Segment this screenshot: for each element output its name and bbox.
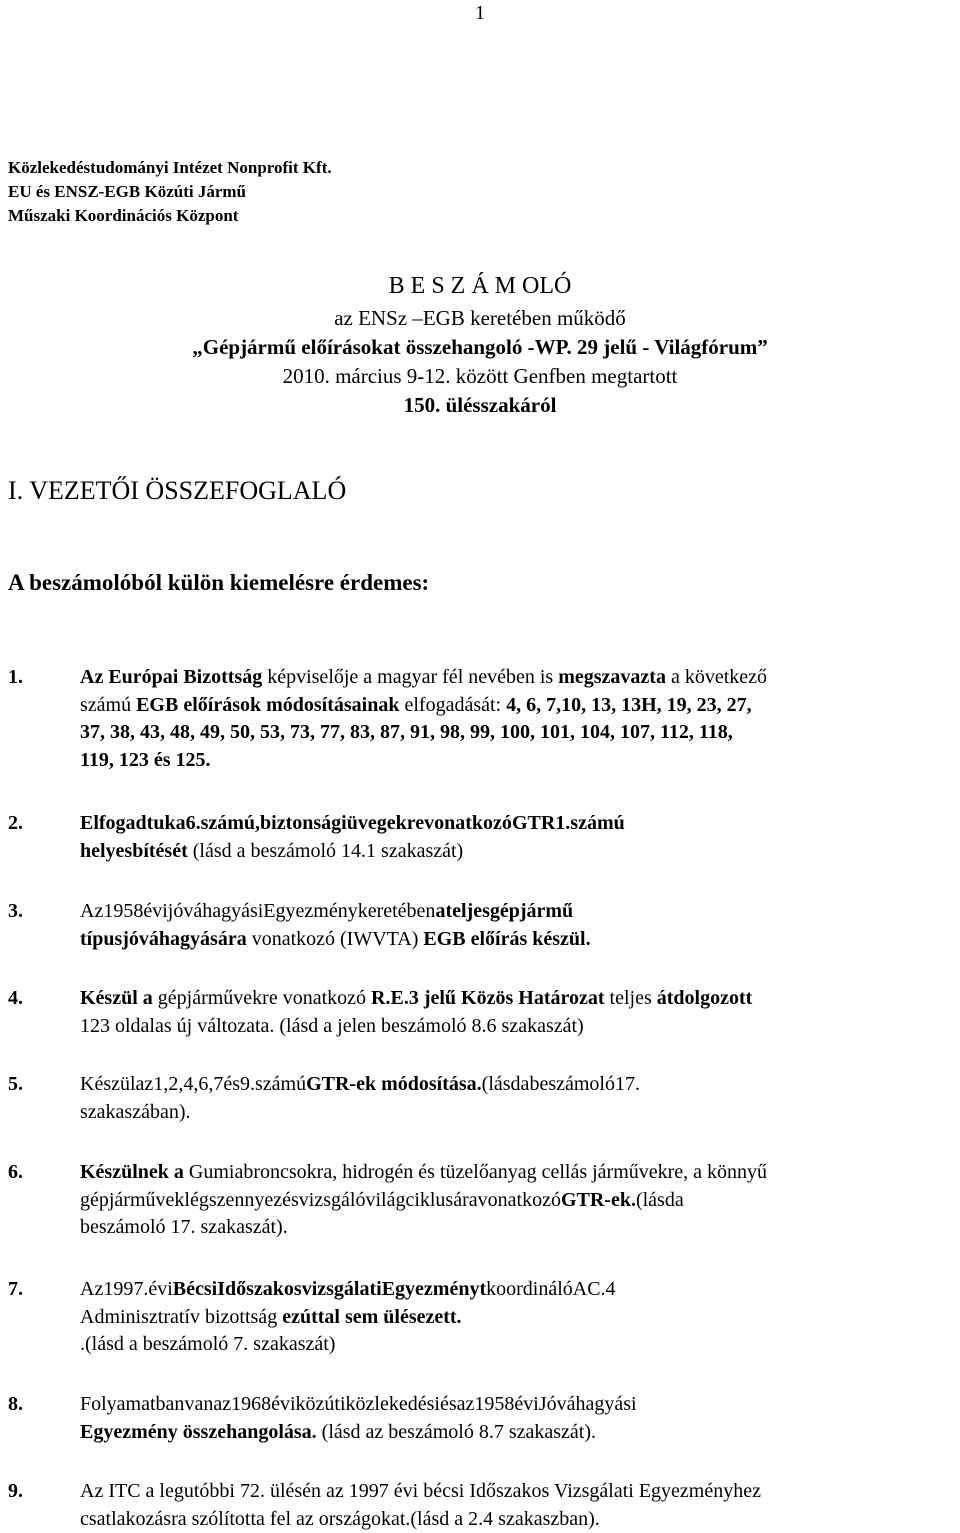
item-line [80,1419,954,1447]
word: 17. [614,1073,640,1095]
org-line: Közlekedéstudományi Intézet Nonprofit Kft. [8,158,332,177]
text-bold: 4, 6, 7,10, 13, 13H, 19, 23, 27, [506,693,752,716]
text: Gumiabroncsokra, hidrogén és tüzelőanyag cellás járművekre, a könnyű [183,1161,768,1183]
word: GTR [511,812,556,834]
text: a következő [665,666,768,688]
word: 1997. [103,1278,149,1300]
word: GTR-ek módosítása. [306,1073,482,1095]
text-bold: EGB előírás készül. [423,927,591,950]
section-heading: I. VEZETŐI ÖSSZEFOGLALÓ [8,476,347,505]
text-bold: EGB előírások módosításainak [136,693,400,716]
item-number: 4. [8,987,23,1009]
word: koordináló [486,1278,573,1300]
word: keretében [357,900,436,922]
item-text [80,1391,954,1446]
item-line [80,898,954,926]
word: Jóváhagyási [538,1393,637,1415]
word: Folyamatban [80,1393,185,1415]
text: gépjárművekre vonatkozó [152,987,372,1009]
word: 1958 [103,900,144,922]
word: a [520,1073,530,1095]
word: jóváhagyási [167,900,264,922]
word: gépjárművek [80,1188,185,1211]
word: 6. [185,812,201,834]
item-line: csatlakozásra szólította fel az országokat.(lásd a 2.4 szakaszban). [80,1507,600,1530]
item-line: .(lásd a beszámoló 7. szakaszát) [80,1333,336,1355]
word: és [223,1073,240,1095]
text-bold: megszavazta [558,666,666,688]
word: Egyezményt [381,1278,487,1300]
text-bold: Egyezmény összehangolása. [80,1420,317,1443]
word: számú [570,812,625,834]
item-line [80,664,954,692]
word: légszennyezés [184,1188,299,1211]
item-text [80,1276,954,1359]
word: az [456,1393,475,1415]
word: Bécsi [172,1278,218,1300]
item-line: 37, 38, 43, 48, 49, 50, 53, 73, 77, 83, 87, 91, 98, 99, 100, 101, 104, 107, 112, 118, [80,721,733,743]
item-line [80,692,954,720]
word: vizsgáló [298,1188,366,1211]
item-number: 6. [8,1161,23,1183]
text: elfogadását: [399,693,507,716]
item-text [80,985,954,1040]
org-line: Műszaki Koordinációs Központ [8,206,239,225]
title-line: 150. ülésszakáról [403,393,557,417]
word: világciklusára [365,1188,478,1211]
word: (lásd [481,1073,521,1095]
word: 4, [183,1073,199,1095]
word: Készül [80,1073,136,1095]
word: vonatkozó [424,812,512,834]
word: Időszakos [217,1278,302,1300]
text: (lásd az beszámoló 8.7 szakaszát). [316,1420,596,1443]
word: számú, [200,812,261,834]
word: évi [143,900,168,922]
word: teljes [445,900,490,922]
text-bold: ezúttal sem ülésezett. [282,1305,462,1328]
word: és [439,1393,457,1415]
item-line [80,810,954,838]
item-text [80,664,954,774]
word: a [674,1188,684,1211]
title-line: az ENSz –EGB keretében működő [334,306,626,330]
word: 1968 [231,1393,272,1415]
word: évi [271,1393,296,1415]
word: számú [254,1073,307,1095]
word: biztonsági [260,812,347,834]
word: Az [80,1278,104,1300]
word: közlekedési [345,1393,440,1415]
item-line [80,926,954,954]
item-line: 123 oldalas új változata. (lásd a jelen beszámoló 8.6 szakaszát) [80,1014,584,1037]
word: beszámoló [529,1073,615,1095]
item-line [80,1304,954,1332]
title-line: „Gépjármű előírásokat összehangoló -WP. 29 jelű - Világfórum” [192,335,768,359]
word: Egyezmény [263,900,358,922]
item-number: 3. [8,900,23,922]
item-line: szakaszában). [80,1100,191,1123]
text-bold: Készül a [80,987,153,1009]
word: 2, [168,1073,184,1095]
word: a [175,812,186,834]
text: Adminisztratív bizottság [80,1305,283,1328]
item-number: 8. [8,1393,23,1415]
item-text [80,1478,954,1533]
item-line [80,1276,954,1304]
word: a [435,900,446,922]
text: (lásd a beszámoló 14.1 szakaszát) [187,839,464,862]
item-line [80,1071,954,1099]
word: 1958 [474,1393,515,1415]
item-line [80,838,954,866]
word: GTR-ek. [560,1188,636,1211]
word: 6, [198,1073,214,1095]
text: számú [80,693,137,716]
word: 1, [153,1073,169,1095]
text-bold: átdolgozott [656,987,753,1009]
word: az [135,1073,154,1095]
item-line: 119, 123 és 125. [80,748,211,771]
item-text [80,810,954,865]
word: vizsgálati [301,1278,382,1300]
item-number: 9. [8,1480,23,1502]
item-text [80,1071,954,1126]
item-text [80,898,954,953]
word: üvegekre [346,812,425,834]
word: (lásd [635,1188,675,1211]
item-line: Az ITC a legutóbbi 72. ülésén az 1997 évi bécsi Időszakos Vizsgálati Egyezményhez [80,1480,761,1502]
word: Elfogadtuk [80,812,176,834]
item-number: 1. [8,666,23,688]
word: 9. [239,1073,255,1095]
item-line [80,1391,954,1419]
word: évi [514,1393,539,1415]
word: az [213,1393,232,1415]
title-main: B E S Z Á M OLÓ [388,273,572,299]
title-line: 2010. március 9-12. között Genfben megtartott [282,364,678,388]
word: Az [80,900,104,922]
word: gépjármű [489,900,574,922]
item-line [80,1187,954,1215]
text-bold: típusjóváhagyására [80,927,247,950]
text: teljes [604,987,657,1009]
text-bold: Az Európai Bizottság [80,666,263,688]
text: vonatkozó (IWVTA) [246,927,424,950]
item-line: beszámoló 17. szakaszát). [80,1216,288,1238]
item-number: 7. [8,1278,23,1300]
item-line [80,1159,954,1187]
item-line [80,985,954,1013]
page-number: 1 [475,2,485,24]
word: AC.4 [572,1278,616,1300]
word: 1. [555,812,571,834]
word: van [184,1393,214,1415]
word: 7 [213,1073,224,1095]
item-text [80,1159,954,1242]
word: évi [148,1278,173,1300]
subheading: A beszámolóból külön kiemelésre érdemes: [8,570,430,595]
text-bold: R.E.3 jelű Közös Határozat [371,987,605,1009]
text-bold: Készülnek a [80,1161,184,1183]
word: közúti [295,1393,346,1415]
item-number: 2. [8,812,23,834]
text-bold: helyesbítését [80,839,188,862]
text: képviselője a magyar fél nevében is [262,666,559,688]
org-line: EU és ENSZ-EGB Közúti Jármű [8,182,247,201]
word: vonatkozó [477,1188,561,1211]
item-number: 5. [8,1073,23,1095]
